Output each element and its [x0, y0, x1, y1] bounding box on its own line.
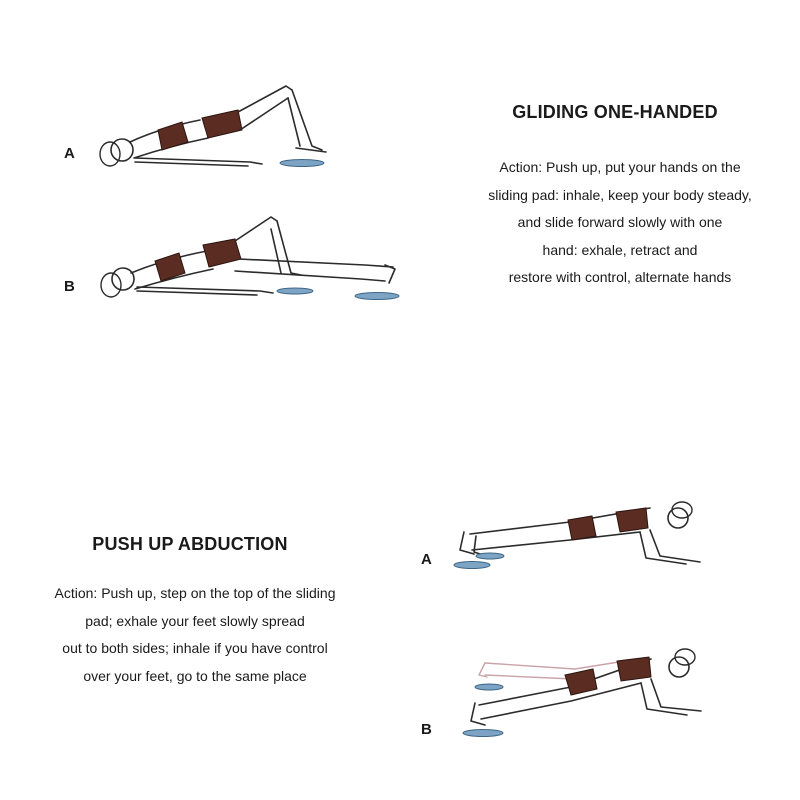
- plank-illustration-b: [455, 645, 725, 745]
- description-line: sliding pad: inhale, keep your body steady,: [488, 186, 752, 203]
- figure-label-a: A: [64, 145, 75, 162]
- description-line: restore with control, alternate hands: [508, 269, 732, 285]
- exercise-description: [30, 580, 360, 690]
- plank-illustration-a: [450, 490, 720, 580]
- figure-label-b: B: [421, 721, 432, 738]
- figure-label-a: A: [421, 551, 432, 568]
- description-line: pad; exhale your feet slowly spread: [85, 612, 305, 629]
- exercise-title: GLIDING ONE-HANDED: [512, 102, 718, 122]
- description-line: Action: Push up, put your hands on the: [499, 159, 741, 175]
- description-line: hand: exhale, retract and: [542, 241, 698, 258]
- description-line: and slide forward slowly with one: [517, 214, 723, 230]
- exercise-title: PUSH UP ABDUCTION: [92, 534, 288, 554]
- description-line: Action: Push up, step on the top of the sliding: [54, 585, 336, 601]
- bridge-illustration-a: [90, 80, 350, 180]
- exercise-description: [460, 154, 780, 292]
- bridge-illustration-b: [95, 215, 405, 315]
- description-line: over your feet, go to the same place: [83, 667, 307, 684]
- description-line: out to both sides; inhale if you have control: [62, 640, 328, 656]
- figure-label-b: B: [64, 278, 75, 295]
